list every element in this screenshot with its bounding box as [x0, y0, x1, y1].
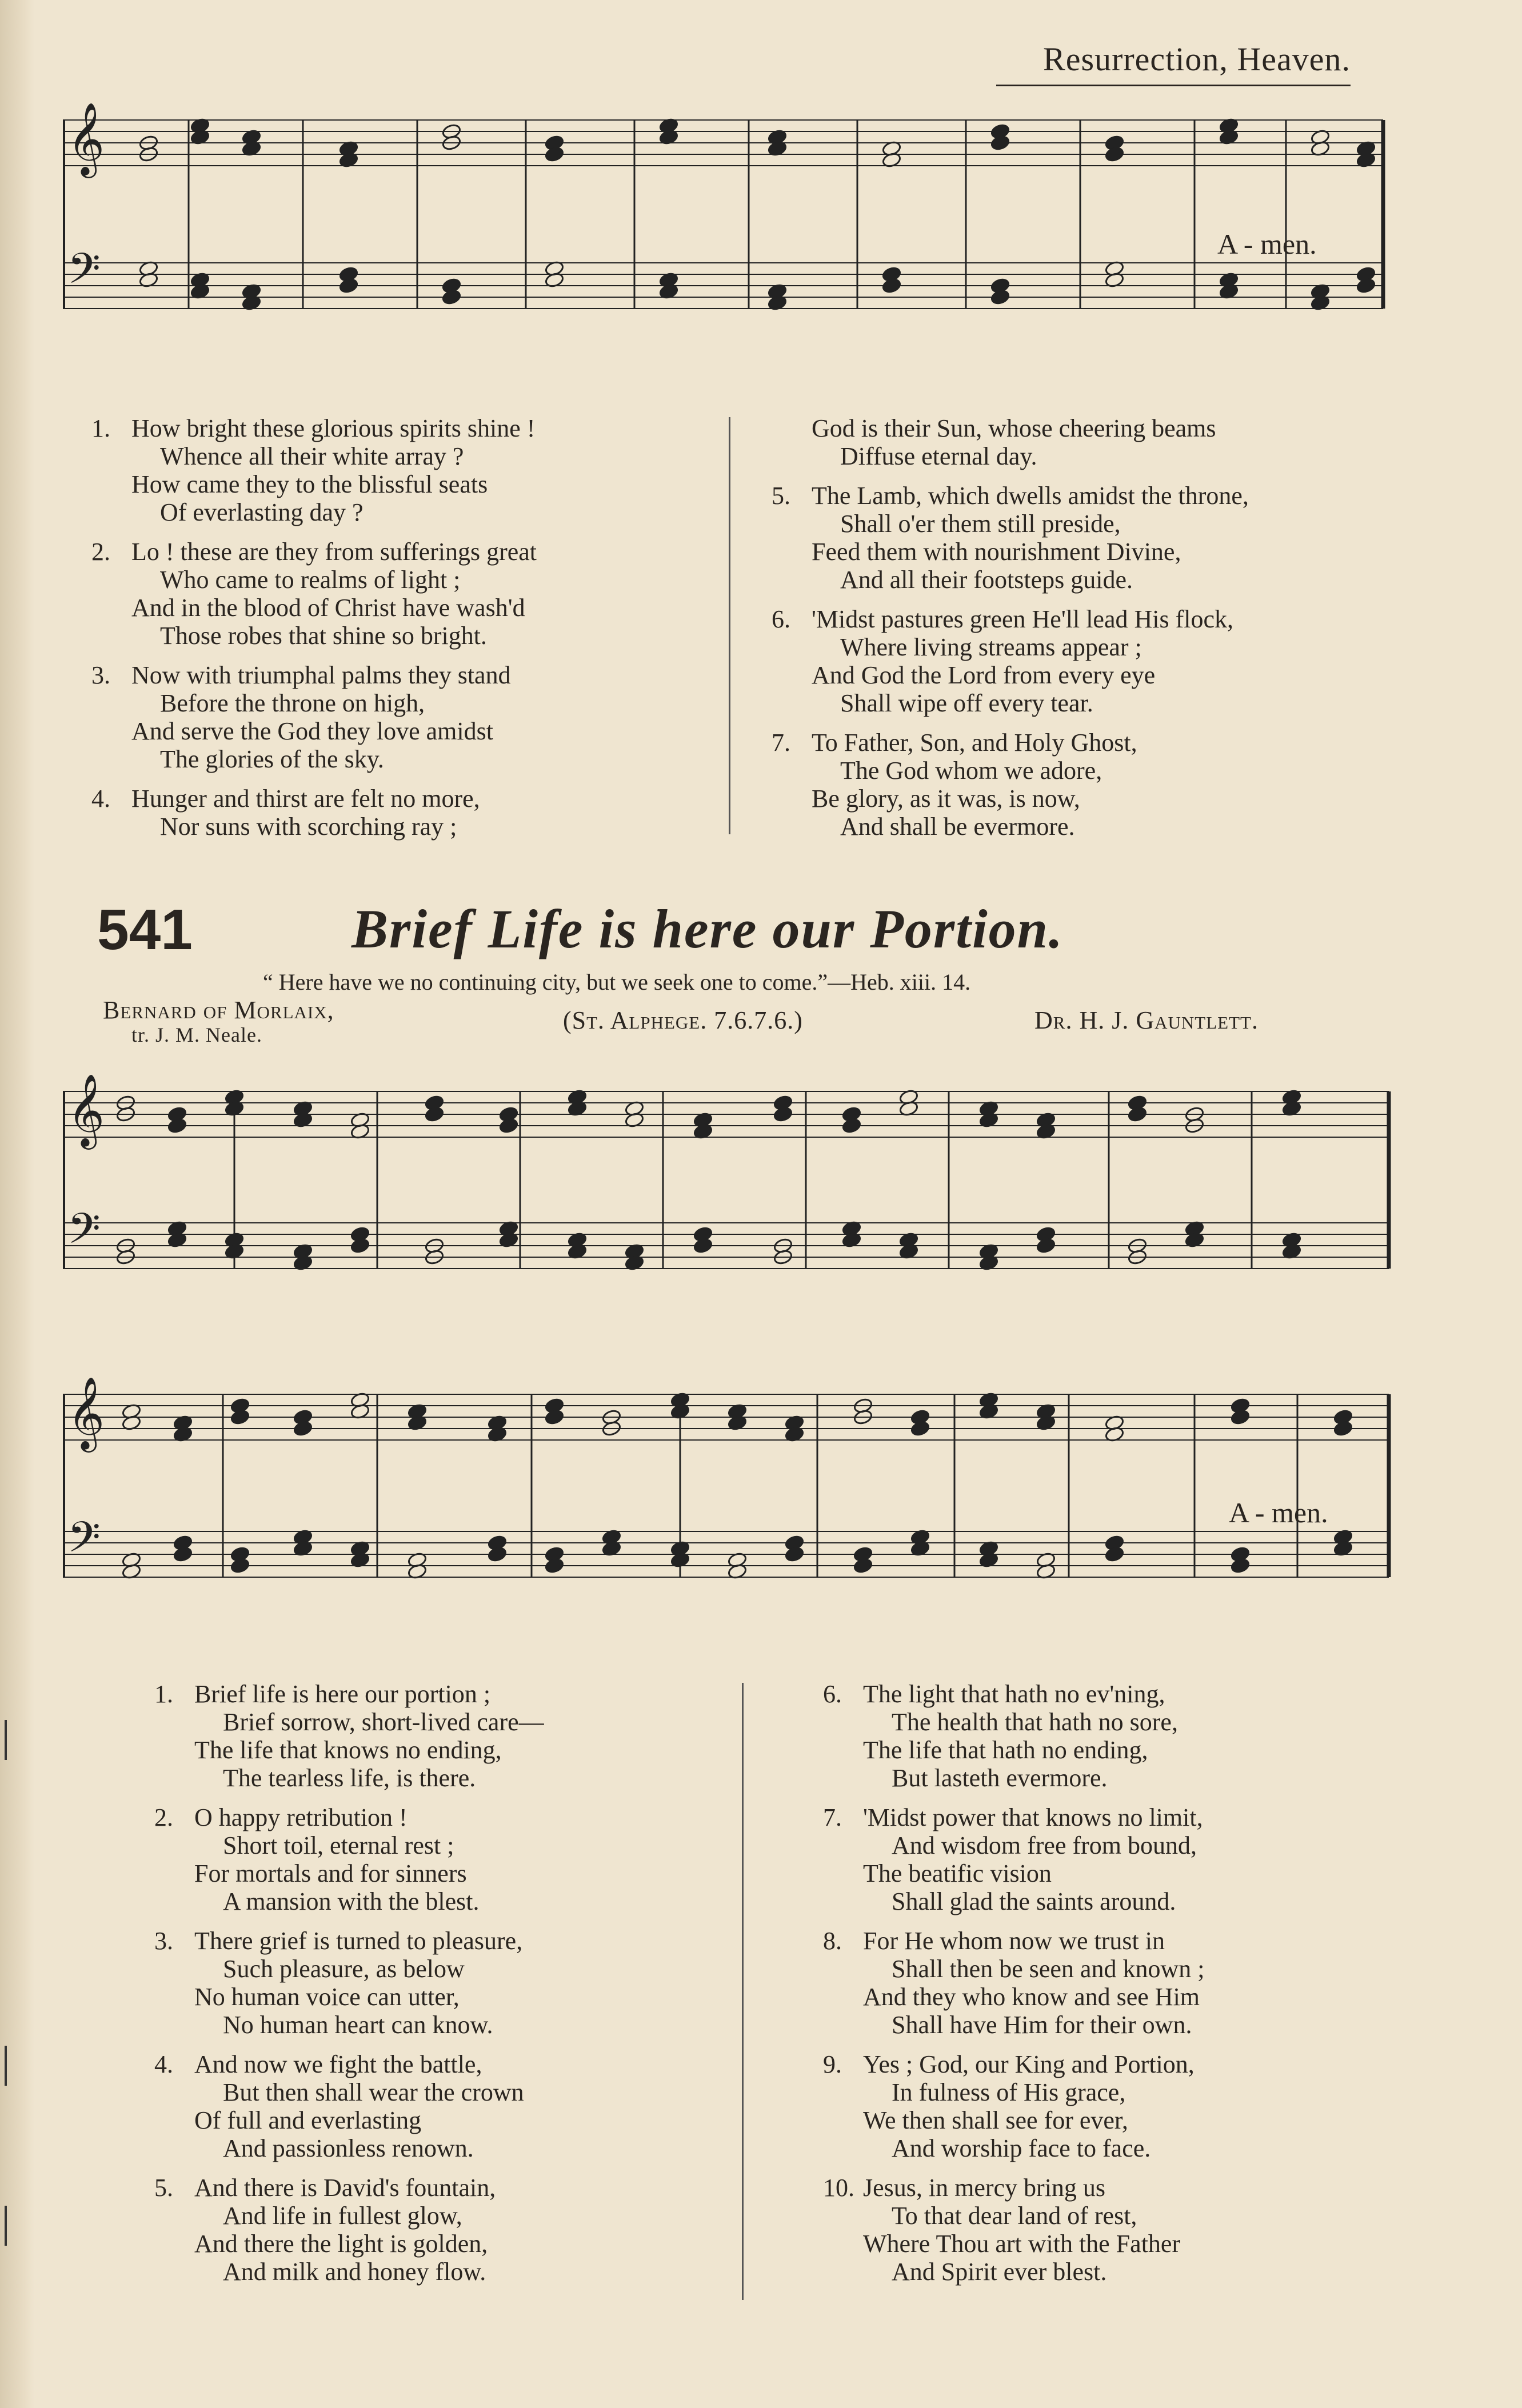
- translator-credit: tr. J. M. Neale.: [131, 1023, 262, 1046]
- verse-2: [91, 538, 709, 650]
- verse-number: 4.: [154, 2050, 173, 2078]
- verse-line: In fulness of His grace,: [892, 2078, 1126, 2106]
- binding-mark: [5, 1720, 7, 1760]
- hymn-541-verses-left: [154, 1680, 726, 2297]
- verse-line: And passionless renown.: [223, 2134, 474, 2162]
- verse-line: The beatific vision: [863, 1859, 1052, 1887]
- verse-line: How bright these glorious spirits shine !: [131, 414, 536, 442]
- verse-line: Of full and everlasting: [194, 2106, 422, 2134]
- svg-text:𝄞: 𝄞: [67, 102, 105, 175]
- verse-number: 7.: [823, 1803, 842, 1831]
- section-header: Resurrection, Heaven.: [1043, 41, 1351, 78]
- svg-text:𝄞: 𝄞: [67, 1073, 105, 1146]
- verse-1: [91, 414, 709, 526]
- verse-number: 5.: [772, 482, 790, 510]
- verse-line: Brief life is here our portion ;: [194, 1680, 491, 1708]
- verse-line: Hunger and thirst are felt no more,: [131, 785, 480, 813]
- verse-line: The God whom we adore,: [840, 757, 1102, 785]
- verse-line: A mansion with the blest.: [223, 1887, 480, 1915]
- column-divider: [742, 1683, 744, 2300]
- verse-line: Nor suns with scorching ray ;: [160, 813, 457, 841]
- verse-number: 3.: [91, 661, 110, 689]
- verse-line: And there is David's fountain,: [194, 2174, 496, 2202]
- verse-line: Before the throne on high,: [160, 689, 425, 717]
- verse-line: And God the Lord from every eye: [812, 661, 1156, 689]
- hymn-540-score: [63, 97, 1400, 394]
- verse-4: [154, 2050, 726, 2162]
- verse-line: But then shall wear the crown: [223, 2078, 524, 2106]
- verse-7: [823, 1803, 1417, 1915]
- verse-line: Where Thou art with the Father: [863, 2230, 1181, 2258]
- svg-text:𝄞: 𝄞: [67, 1376, 105, 1449]
- svg-text:𝄢: 𝄢: [67, 1204, 101, 1264]
- column-divider: [729, 417, 730, 834]
- verse-line: Who came to realms of light ;: [160, 566, 461, 594]
- verse-line: And there the light is golden,: [194, 2230, 488, 2258]
- verse-line: O happy retribution !: [194, 1803, 408, 1831]
- hymn-541-score-system-1: [63, 1051, 1400, 1337]
- verse-number: 8.: [823, 1927, 842, 1955]
- verse-line: There grief is turned to pleasure,: [194, 1927, 523, 1955]
- verse-line: For mortals and for sinners: [194, 1859, 467, 1887]
- binding-mark: [5, 2206, 7, 2246]
- verse-line: And milk and honey flow.: [223, 2258, 486, 2286]
- verse-line: How came they to the blissful seats: [131, 470, 488, 498]
- verse-line: Those robes that shine so bright.: [160, 622, 487, 650]
- verse-line: Lo ! these are they from sufferings great: [131, 538, 537, 566]
- verse-line: 'Midst power that knows no limit,: [863, 1803, 1203, 1831]
- verse-line: And Spirit ever blest.: [892, 2258, 1107, 2286]
- verse-9: [823, 2050, 1417, 2162]
- verse-line: Jesus, in mercy bring us: [863, 2174, 1106, 2202]
- hymn-541-score-system-2: [63, 1360, 1400, 1669]
- hymn-540-verses-left: [91, 414, 709, 852]
- verse-line: Such pleasure, as below: [223, 1955, 465, 1983]
- verse-line: Diffuse eternal day.: [840, 442, 1037, 470]
- verse-line: The health that hath no sore,: [892, 1708, 1178, 1736]
- verse-5: [772, 482, 1400, 594]
- verse-line: And shall be evermore.: [840, 813, 1075, 841]
- verse-number: 1.: [91, 414, 110, 442]
- verse-3: [91, 661, 709, 773]
- verse-2: [154, 1803, 726, 1915]
- verse-3: [154, 1927, 726, 2039]
- verse-line: And now we fight the battle,: [194, 2050, 482, 2078]
- verse-6: [772, 605, 1400, 717]
- verse-6: [823, 1680, 1417, 1792]
- svg-text:𝄢: 𝄢: [67, 1513, 101, 1573]
- scripture-epigraph: “ Here have we no continuing city, but we seek one to come.”—Heb. xiii. 14.: [263, 969, 971, 995]
- verse-line: Whence all their white array ?: [160, 442, 464, 470]
- verse-line: And wisdom free from bound,: [892, 1831, 1197, 1859]
- binding-mark: [5, 2046, 7, 2086]
- verse-7: [772, 729, 1400, 841]
- verse-continuation: [772, 414, 1400, 470]
- verse-5: [154, 2174, 726, 2286]
- verse-line: The glories of the sky.: [160, 745, 384, 773]
- svg-text:𝄢: 𝄢: [67, 244, 101, 304]
- verse-line: God is their Sun, whose cheering beams: [812, 414, 1216, 442]
- verse-line: Where living streams appear ;: [840, 633, 1142, 661]
- verse-line: The Lamb, which dwells amidst the throne,: [812, 482, 1249, 510]
- verse-number: 3.: [154, 1927, 173, 1955]
- verse-number: 2.: [91, 538, 110, 566]
- verse-line: And all their footsteps guide.: [840, 566, 1133, 594]
- header-rule: [996, 85, 1351, 86]
- verse-line: And serve the God they love amidst: [131, 717, 493, 745]
- verse-line: And they who know and see Him: [863, 1983, 1200, 2011]
- verse-line: Shall have Him for their own.: [892, 2011, 1192, 2039]
- verse-line: Shall o'er them still preside,: [840, 510, 1121, 538]
- tune-name: (St. Alphege. 7.6.7.6.): [563, 1006, 803, 1034]
- verse-line: The light that hath no ev'ning,: [863, 1680, 1165, 1708]
- amen-label: A - men.: [1229, 1497, 1328, 1529]
- verse-number: 7.: [772, 729, 790, 757]
- verse-10: [823, 2174, 1417, 2286]
- verse-8: [823, 1927, 1417, 2039]
- verse-line: And in the blood of Christ have wash'd: [131, 594, 525, 622]
- verse-number: 6.: [823, 1680, 842, 1708]
- verse-number: 1.: [154, 1680, 173, 1708]
- verse-line: Be glory, as it was, is now,: [812, 785, 1080, 813]
- verse-number: 9.: [823, 2050, 842, 2078]
- verse-line: Shall wipe off every tear.: [840, 689, 1093, 717]
- verse-line: To Father, Son, and Holy Ghost,: [812, 729, 1137, 757]
- hymn-540-verses-right: [772, 414, 1400, 852]
- verse-line: And life in fullest glow,: [223, 2202, 462, 2230]
- verse-line: No human heart can know.: [223, 2011, 493, 2039]
- hymn-541-verses-right: [823, 1680, 1417, 2297]
- verse-line: The tearless life, is there.: [223, 1764, 476, 1792]
- verse-line: For He whom now we trust in: [863, 1927, 1165, 1955]
- verse-line: The life that hath no ending,: [863, 1736, 1148, 1764]
- verse-number: 10.: [823, 2174, 854, 2202]
- verse-line: Feed them with nourishment Divine,: [812, 538, 1181, 566]
- verse-line: Brief sorrow, short-lived care—: [223, 1708, 544, 1736]
- verse-number: 6.: [772, 605, 790, 633]
- verse-4: [91, 785, 709, 841]
- hymn-number: 541: [97, 898, 193, 962]
- verse-line: But lasteth evermore.: [892, 1764, 1108, 1792]
- verse-line: And worship face to face.: [892, 2134, 1151, 2162]
- verse-line: We then shall see for ever,: [863, 2106, 1128, 2134]
- amen-label: A - men.: [1217, 228, 1317, 260]
- verse-number: 4.: [91, 785, 110, 813]
- hymn-title: Brief Life is here our Portion.: [351, 898, 1064, 959]
- verse-line: Now with triumphal palms they stand: [131, 661, 511, 689]
- verse-number: 2.: [154, 1803, 173, 1831]
- verse-line: Yes ; God, our King and Portion,: [863, 2050, 1195, 2078]
- verse-line: Shall then be seen and known ;: [892, 1955, 1205, 1983]
- verse-line: Shall glad the saints around.: [892, 1887, 1176, 1915]
- verse-number: 5.: [154, 2174, 173, 2202]
- verse-line: Of everlasting day ?: [160, 498, 363, 526]
- verse-line: Short toil, eternal rest ;: [223, 1831, 454, 1859]
- verse-1: [154, 1680, 726, 1792]
- book-spine-edge: [0, 0, 34, 2408]
- author-credit: Bernard of Morlaix,: [103, 996, 334, 1024]
- verse-line: To that dear land of rest,: [892, 2202, 1137, 2230]
- verse-line: The life that knows no ending,: [194, 1736, 502, 1764]
- composer-credit: Dr. H. J. Gauntlett.: [1034, 1006, 1259, 1034]
- verse-line: No human voice can utter,: [194, 1983, 460, 2011]
- verse-line: 'Midst pastures green He'll lead His flock,: [812, 605, 1234, 633]
